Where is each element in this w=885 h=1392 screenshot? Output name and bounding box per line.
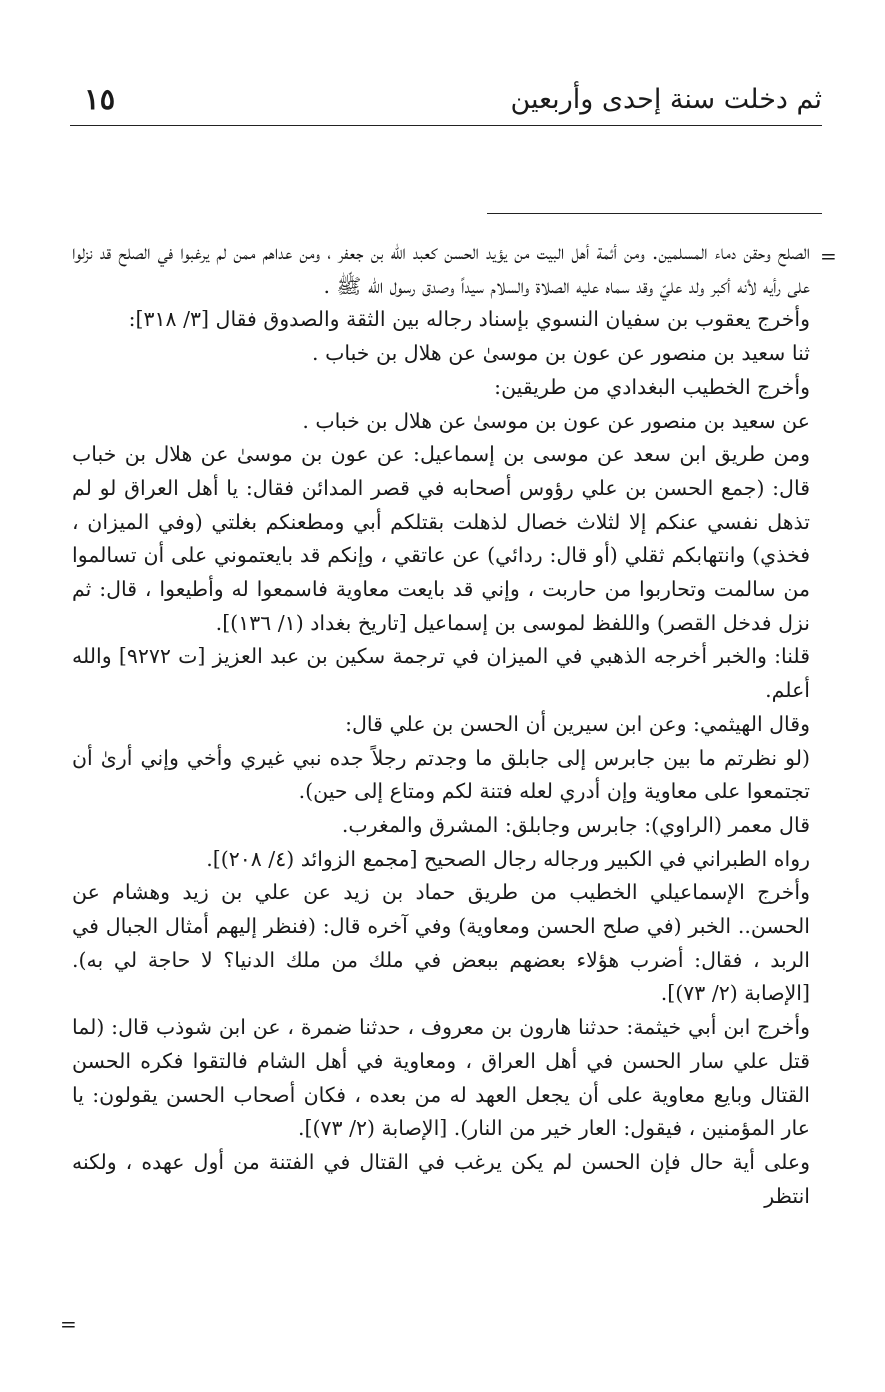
footnote-paragraph: الصلح وحقن دماء المسلمين. ومن أئمة أهل البيت من يؤيد الحسن كعبد الله بن جعفر ، ومن عداهم ممن لم يرغبوا في الصلح قد نزلوا على رأيه لأنه أكبر ولد عليّ وقد سماه عليه الصلاة والسلام سيداً وصدق رسول الله ﷺ . <box>72 240 810 298</box>
footnote-paragraph: وقال الهيثمي: وعن ابن سيرين أن الحسن بن علي قال: <box>345 711 810 736</box>
footnote-paragraph: وأخرج الخطيب البغدادي من طريقين: <box>494 374 810 399</box>
footnote-paragraph: عن سعيد بن منصور عن عون بن موسىٰ عن هلال بن خباب . <box>302 408 810 433</box>
footnote-separator-rule <box>487 213 822 214</box>
footnote-paragraph: ومن طريق ابن سعد عن موسى بن إسماعيل: عن عون بن موسىٰ عن هلال بن خباب قال: (جمع الحسن بن علي رؤوس أصحابه في قصر المدائن فقال: يا أهل العراق لو لم تذهل نفسي عنكم إلا لثلاث خصال لذهلت بقتلكم أبي ومطعنكم بغلتي (وفي الميزان ، فخذي) وانتهابكم ثقلي (أو قال: ردائي) عن عاتقي ، وإنكم قد بايعتموني على أن تسالموا من سالمت وتحاربوا من حاربت ، وإني قد بايعت معاوية فاسمعوا له وأطيعوا ، قال: ثم نزل فدخل القصر) واللفظ لموسى بن إسماعيل [تاريخ بغداد (١/ ١٣٦)]. <box>72 442 810 635</box>
running-head: ثم دخلت سنة إحدى وأربعين <box>510 84 822 115</box>
footnote-text <box>72 236 810 1213</box>
footnote-paragraph: وأخرج ابن أبي خيثمة: حدثنا هارون بن معروف ، حدثنا ضمرة ، عن ابن شوذب قال: (لما قتل علي سار الحسن في أهل العراق ، ومعاوية في أهل الشام فالتقوا فكره الحسن القتال وبايع معاوية على أن يجعل العهد له من بعده ، فكان أصحاب الحسن يقولون: يا عار المؤمنين ، فيقول: العار خير من النار). [الإصابة (٢/ ٧٣)]. <box>72 1015 810 1141</box>
footnote-continuation-end-mark: = <box>60 1312 77 1336</box>
footnote-continuation-start-mark: = <box>820 244 837 268</box>
page-number: ١٥ <box>84 82 116 116</box>
footnote-paragraph: وأخرج الإسماعيلي الخطيب من طريق حماد بن زيد عن علي بن زيد وهشام عن الحسن.. الخبر (في صلح الحسن ومعاوية) وفي آخره قال: (فنظر إليهم أمثال الجبال في الربد ، فقال: أضرب هؤلاء بعضهم ببعض في ملك من ملك الدنيا؟ لا حاجة لي به). [الإصابة (٢/ ٧٣)]. <box>72 880 810 1006</box>
footnote-paragraph: (لو نظرتم ما بين جابرس إلى جابلق ما وجدتم رجلاً جده نبي غيري وأخي وإني أرىٰ أن تجتمعوا على معاوية وإن أدري لعله فتنة لكم ومتاع إلى حين). <box>72 745 810 804</box>
footnote-paragraph: وعلى أية حال فإن الحسن لم يكن يرغب في القتال في الفتنة من أول عهده ، ولكنه انتظر <box>72 1149 810 1208</box>
header-rule <box>70 125 822 126</box>
page-header <box>70 78 822 124</box>
footnote-paragraph: ثنا سعيد بن منصور عن عون بن موسىٰ عن هلال بن خباب . <box>312 341 810 366</box>
footnote-paragraph: قال معمر (الراوي): جابرس وجابلق: المشرق والمغرب. <box>341 812 810 837</box>
footnote-paragraph: رواه الطبراني في الكبير ورجاله رجال الصحيح [مجمع الزوائد (٤/ ٢٠٨)]. <box>206 846 810 871</box>
footnote-paragraph: قلنا: والخبر أخرجه الذهبي في الميزان في ترجمة سكين بن عبد العزيز [ت ٩٢٧٢] والله أعلم. <box>72 644 810 703</box>
footnote-paragraph: وأخرج يعقوب بن سفيان النسوي بإسناد رجاله بين الثقة والصدوق فقال [٣/ ٣١٨]: <box>128 307 810 332</box>
